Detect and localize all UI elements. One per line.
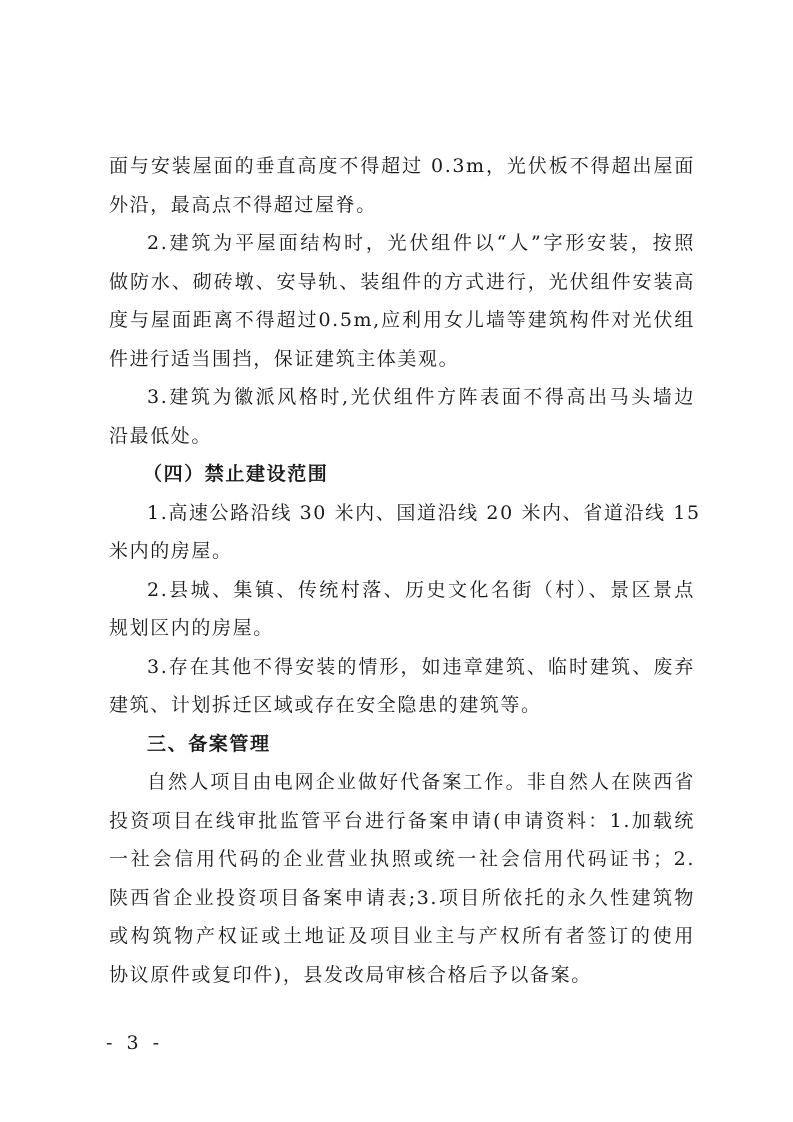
text-line: 件进行适当围挡，保证建筑主体美观。 [109,347,460,370]
text-line: 自然人项目由电网企业做好代备案工作。非自然人在陕西省 [147,771,695,793]
text-line: 规划区内的房屋。 [109,617,274,639]
text-line: 3.建筑为徽派风格时,光伏组件方阵表面不得高出马头墙边 [147,386,695,408]
text-line: 一社会信用代码的企业营业执照或统一社会信用代码证书；2. [109,848,695,870]
document-body [109,147,701,994]
text-line: 外沿，最高点不得超过屋脊。 [109,193,377,216]
text-line: 度与屋面距离不得超过0.5m,应利用女儿墙等建筑构件对光伏组 [109,309,695,331]
text-line: 1.高速公路沿线 30 米内、国道沿线 20 米内、省道沿线 15 [147,501,701,524]
text-line: 做防水、砌砖墩、安导轨、装组件的方式进行，光伏组件安装高 [109,270,695,293]
text-line: 协议原件或复印件)，县发改局审核合格后予以备案。 [109,963,592,986]
text-line: 3.存在其他不得安装的情形，如违章建筑、临时建筑、废弃 [147,655,695,678]
text-line: 建筑、计划拆迁区域或存在安全隐患的建筑等。 [109,694,542,716]
text-line: 沿最低处。 [109,424,213,447]
text-line: 2.县城、集镇、传统村落、历史文化名街（村）、景区景点 [147,578,695,601]
text-line: 陕西省企业投资项目备案申请表;3.项目所依托的永久性建筑物 [109,886,695,909]
page-number: - 3 - [106,1032,164,1054]
section-heading: 三、备案管理 [147,732,271,755]
text-line: 或构筑物产权证或土地证及项目业主与产权所有者签订的使用 [109,925,695,947]
text-line: 面与安装屋面的垂直高度不得超过 0.3m，光伏板不得超出屋面 [109,155,695,177]
section-subheading: （四）禁止建设范围 [143,463,329,485]
text-line: 投资项目在线审批监管平台进行备案申请(申请资料：1.加载统 [109,809,695,832]
text-line: 米内的房屋。 [109,540,233,562]
text-line: 2.建筑为平屋面结构时，光伏组件以“人”字形安装，按照 [147,232,695,254]
